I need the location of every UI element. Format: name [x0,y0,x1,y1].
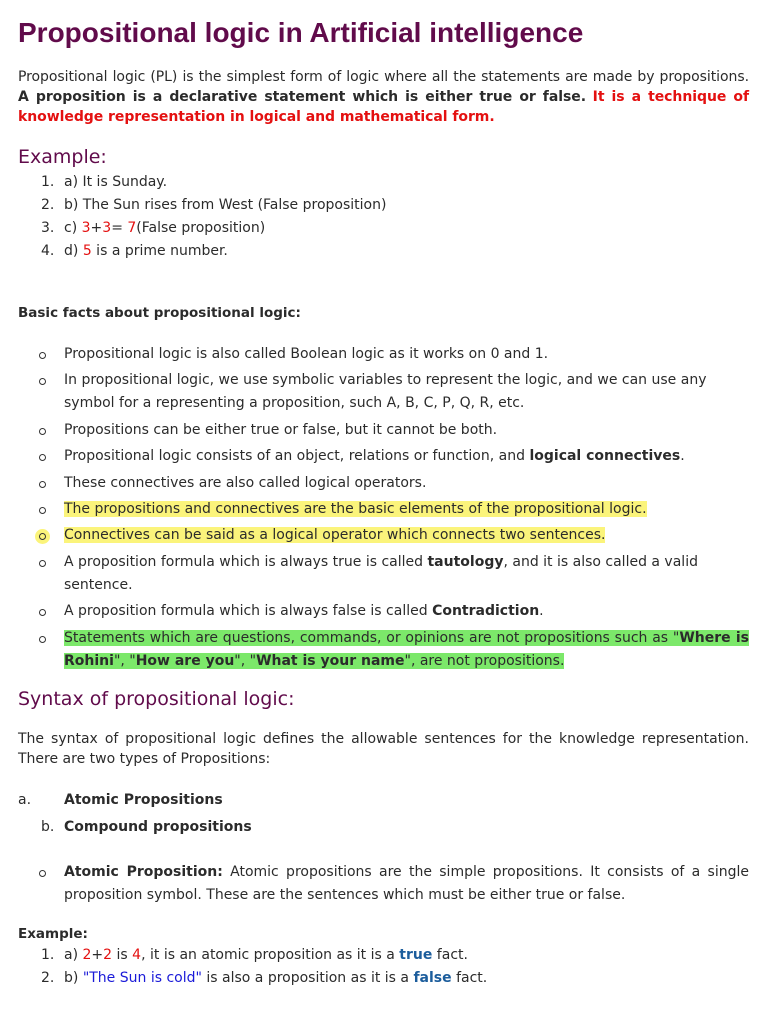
text-run: a) [64,946,83,963]
text-run: false [413,969,452,986]
text-run: is a prime number. [91,243,228,259]
fact-item [18,472,749,495]
type-letter: b. [41,818,55,835]
list-item [18,217,749,240]
fact-item [18,369,749,415]
fact-text [64,475,426,491]
fact-item [18,524,749,547]
text-run: Propositional logic consists of an object, relations or function, and [64,448,530,465]
text-run: true [399,946,433,963]
fact-text [64,422,497,438]
atomic-bold: Atomic Proposition: [64,863,223,880]
text-run: The propositions and connectives are the basic elements of the propositional logic. [64,500,647,517]
bullet-icon [39,533,46,540]
text-run: logical connectives [529,448,681,465]
bullet-icon [39,609,46,616]
atomic-text: Atomic propositions are the simple propositions. It consists of a single proposition symbol. These are the sentences which must be either true or false. [64,863,750,903]
fact-item [18,600,749,623]
text-run: a) It is Sunday. [64,174,168,190]
text-run: ", " [113,652,136,669]
bullet-icon [39,481,46,488]
text-run: is [112,946,133,963]
text-run: Connectives can be said as a logical operator which connects two sentences. [64,527,606,544]
intro-red-text: It is a technique of knowledge representation in logical and mathematical form. [18,89,750,125]
list-number: 2. [41,197,55,213]
fact-item [18,445,749,468]
text-run: 2 [82,946,92,963]
list-item [18,944,749,967]
text-run: Propositional logic is also called Boolean logic as it works on 0 and 1. [64,346,549,362]
text-run: ", are not propositions. [404,652,565,669]
bullet-icon [39,507,46,514]
text-run: is also a proposition as it is a [201,969,414,986]
fact-text [64,630,749,669]
fact-item [18,627,749,673]
bullet-icon [39,636,46,643]
list-number: 1. [41,174,55,190]
text-run: ", " [234,652,257,669]
text-run: b) The Sun rises from West (False proposition) [64,197,387,213]
fact-text [64,554,698,593]
list-number: 4. [41,243,55,259]
text-run: A proposition formula which is always true is called [64,553,428,570]
example-heading: Example: [18,146,107,168]
list-item [18,967,749,990]
text-run: = [111,220,128,236]
fact-item [18,551,749,597]
text-run: b) [64,969,83,986]
text-run: d) [64,243,83,259]
bullet-icon [39,428,46,435]
text-run: + [90,220,103,236]
text-run: , and it is also called a valid sentence. [64,553,698,593]
text-run: Statements which are questions, commands, or opinions are not propositions such as " [64,629,680,646]
text-run: fact. [451,969,488,986]
text-run: c) [64,220,82,236]
text-run: . [539,603,544,620]
fact-text [64,527,605,543]
list-number: 3. [41,220,55,236]
list-item [18,861,749,907]
list-item [18,240,749,263]
fact-item [18,419,749,442]
fact-item [18,498,749,521]
syntax-heading: Syntax of propositional logic: [18,687,295,710]
bullet-icon [39,454,46,461]
proposition-types [18,787,749,841]
page-title: Propositional logic in Artificial intelligence [18,17,584,48]
examples-list [18,171,749,263]
type-label: Compound propositions [64,818,252,835]
text-run: 3 [102,220,112,236]
bullet-icon [39,560,46,567]
atomic-list [18,861,749,907]
basic-facts-heading: Basic facts about propositional logic: [18,305,301,321]
fact-text [64,603,544,619]
text-run: 4 [132,946,142,963]
fact-text [64,372,706,411]
text-run: A proposition formula which is always false is called [64,603,433,620]
bullet-icon [39,352,46,359]
text-run: tautology [427,553,504,570]
text-run: How are you [135,652,235,669]
facts-list [18,343,749,673]
type-item-compound [18,814,749,841]
text-run: What is your name [256,652,405,669]
text-run: (False proposition) [136,220,266,236]
fact-item [18,343,749,366]
list-item [18,171,749,194]
text-run: fact. [432,946,468,963]
fact-text [64,501,647,517]
intro-bold-text: A proposition is a declarative statement which is either true or false. [18,89,586,105]
list-item [18,194,749,217]
examples2-list [18,944,749,990]
intro-text: Propositional logic (PL) is the simplest form of logic where all the statements are made by propositions. [18,69,749,85]
text-run: Contradiction [432,603,540,620]
text-run: Propositions can be either true or false, but it cannot be both. [64,421,498,438]
example2-heading: Example: [18,925,88,942]
text-run: , it is an atomic proposition as it is a [141,946,400,963]
text-run: "The Sun is cold" [82,969,202,986]
bullet-icon [39,870,46,877]
text-run: 3 [81,220,91,236]
intro-paragraph [18,67,749,127]
text-run: These connectives are also called logical operators. [64,474,427,491]
text-run: . [680,448,685,465]
text-run: In propositional logic, we use symbolic variables to represent the logic, and we can use any symbol for a representing a proposition, such A, B, C, P, Q, R, etc. [64,372,707,412]
type-item-atomic [18,787,749,814]
text-run: 5 [82,243,92,259]
fact-text [64,346,548,362]
bullet-icon [39,378,46,385]
syntax-paragraph: The syntax of propositional logic defines the allowable sentences for the knowledge representation. There are two types of Propositions: [18,730,749,767]
text-run: Where is Rohini [64,629,749,669]
type-label: Atomic Propositions [64,791,223,808]
text-run: + [91,946,104,963]
list-number: 2. [41,969,55,986]
fact-text [64,448,685,464]
text-run: 2 [103,946,113,963]
text-run: 7 [127,220,137,236]
type-letter: a. [18,791,32,808]
list-number: 1. [41,946,55,963]
